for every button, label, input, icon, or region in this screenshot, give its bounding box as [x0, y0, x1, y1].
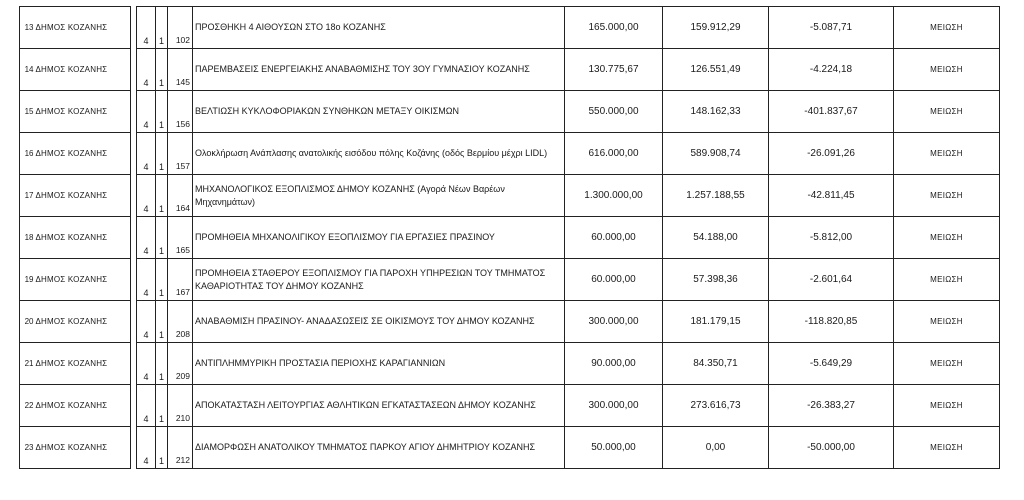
actual-cell: 273.616,73	[663, 385, 769, 427]
difference-cell: -5.649,29	[769, 343, 894, 385]
project-title-cell: ΑΝΤΙΠΛΗΜΜΥΡΙΚΗ ΠΡΟΣΤΑΣΙΑ ΠΕΡΙΟΧΗΣ ΚΑΡΑΓΙΑΝΝΙΩΝ	[193, 343, 565, 385]
project-id-cell: 209	[168, 343, 193, 385]
status-cell: ΜΕΙΩΣΗ	[894, 91, 1000, 133]
municipality-cell: ΔΗΜΟΣ ΚΟΖΑΝΗΣ	[35, 91, 131, 133]
code-2-cell: 1	[156, 259, 168, 301]
code-1-cell: 4	[137, 301, 156, 343]
project-id-cell: 145	[168, 49, 193, 91]
budget-cell: 616.000,00	[565, 133, 663, 175]
difference-cell: -2.601,64	[769, 259, 894, 301]
project-title-cell: ΠΡΟΜΗΘΕΙΑ ΣΤΑΘΕΡΟΥ ΕΞΟΠΛΙΣΜΟΥ ΓΙΑ ΠΑΡΟΧΗ ΥΠΗΡΕΣΙΩΝ ΤΟΥ ΤΜΗΜΑΤΟΣ ΚΑΘΑΡΙΟΤΗΤΑΣ ΤΟΥ ΔΗΜΟΥ ΚΟΖΑΝΗΣ	[193, 259, 565, 301]
actual-cell: 1.257.188,55	[663, 175, 769, 217]
table-row	[20, 49, 1000, 91]
code-1-cell: 4	[137, 91, 156, 133]
row-number: 21	[20, 343, 35, 385]
municipality-cell: ΔΗΜΟΣ ΚΟΖΑΝΗΣ	[35, 217, 131, 259]
difference-cell: -5.812,00	[769, 217, 894, 259]
actual-cell: 159.912,29	[663, 7, 769, 49]
project-id-cell: 165	[168, 217, 193, 259]
budget-cell: 300.000,00	[565, 301, 663, 343]
project-id-cell: 156	[168, 91, 193, 133]
difference-cell: -42.811,45	[769, 175, 894, 217]
code-2-cell: 1	[156, 427, 168, 469]
project-title-cell: ΠΡΟΜΗΘΕΙΑ ΜΗΧΑΝΟΛΙΓΙΚΟΥ ΕΞΟΠΛΙΣΜΟΥ ΓΙΑ ΕΡΓΑΣΙΕΣ ΠΡΑΣΙΝΟΥ	[193, 217, 565, 259]
code-2-cell: 1	[156, 217, 168, 259]
code-1-cell: 4	[137, 427, 156, 469]
project-id-cell: 164	[168, 175, 193, 217]
project-id-cell: 208	[168, 301, 193, 343]
status-cell: ΜΕΙΩΣΗ	[894, 7, 1000, 49]
actual-cell: 181.179,15	[663, 301, 769, 343]
difference-cell: -118.820,85	[769, 301, 894, 343]
row-number: 20	[20, 301, 35, 343]
table-row	[20, 7, 1000, 49]
actual-cell: 54.188,00	[663, 217, 769, 259]
status-cell: ΜΕΙΩΣΗ	[894, 385, 1000, 427]
budget-cell: 130.775,67	[565, 49, 663, 91]
row-number: 17	[20, 175, 35, 217]
budget-cell: 550.000,00	[565, 91, 663, 133]
row-number: 23	[20, 427, 35, 469]
actual-cell: 148.162,33	[663, 91, 769, 133]
project-title-cell: ΑΠΟΚΑΤΑΣΤΑΣΗ ΛΕΙΤΟΥΡΓΙΑΣ ΑΘΛΗΤΙΚΩΝ ΕΓΚΑΤΑΣΤΑΣΕΩΝ ΔΗΜΟΥ ΚΟΖΑΝΗΣ	[193, 385, 565, 427]
code-2-cell: 1	[156, 49, 168, 91]
table-row	[20, 427, 1000, 469]
row-number: 14	[20, 49, 35, 91]
code-2-cell: 1	[156, 7, 168, 49]
projects-table	[19, 6, 1000, 469]
budget-cell: 300.000,00	[565, 385, 663, 427]
budget-cell: 50.000,00	[565, 427, 663, 469]
difference-cell: -4.224,18	[769, 49, 894, 91]
project-title-cell: ΠΑΡΕΜΒΑΣΕΙΣ ΕΝΕΡΓΕΙΑΚΗΣ ΑΝΑΒΑΘΜΙΣΗΣ ΤΟΥ 3ΟΥ ΓΥΜΝΑΣΙΟΥ ΚΟΖΑΝΗΣ	[193, 49, 565, 91]
code-2-cell: 1	[156, 133, 168, 175]
code-2-cell: 1	[156, 175, 168, 217]
municipality-cell: ΔΗΜΟΣ ΚΟΖΑΝΗΣ	[35, 175, 131, 217]
municipality-cell: ΔΗΜΟΣ ΚΟΖΑΝΗΣ	[35, 385, 131, 427]
budget-cell: 60.000,00	[565, 259, 663, 301]
row-number: 16	[20, 133, 35, 175]
project-title-cell: ΠΡΟΣΘΗΚΗ 4 ΑΙΘΟΥΣΩΝ ΣΤΟ 18ο ΚΟΖΑΝΗΣ	[193, 7, 565, 49]
code-1-cell: 4	[137, 7, 156, 49]
status-cell: ΜΕΙΩΣΗ	[894, 133, 1000, 175]
table-row	[20, 91, 1000, 133]
code-1-cell: 4	[137, 133, 156, 175]
status-cell: ΜΕΙΩΣΗ	[894, 175, 1000, 217]
municipality-cell: ΔΗΜΟΣ ΚΟΖΑΝΗΣ	[35, 343, 131, 385]
status-cell: ΜΕΙΩΣΗ	[894, 259, 1000, 301]
table-row	[20, 133, 1000, 175]
difference-cell: -401.837,67	[769, 91, 894, 133]
code-2-cell: 1	[156, 91, 168, 133]
row-number: 18	[20, 217, 35, 259]
status-cell: ΜΕΙΩΣΗ	[894, 217, 1000, 259]
code-1-cell: 4	[137, 49, 156, 91]
budget-cell: 165.000,00	[565, 7, 663, 49]
actual-cell: 0,00	[663, 427, 769, 469]
table-row	[20, 175, 1000, 217]
actual-cell: 84.350,71	[663, 343, 769, 385]
project-id-cell: 102	[168, 7, 193, 49]
status-cell: ΜΕΙΩΣΗ	[894, 427, 1000, 469]
table-row	[20, 385, 1000, 427]
actual-cell: 589.908,74	[663, 133, 769, 175]
code-2-cell: 1	[156, 301, 168, 343]
municipality-cell: ΔΗΜΟΣ ΚΟΖΑΝΗΣ	[35, 301, 131, 343]
actual-cell: 57.398,36	[663, 259, 769, 301]
municipality-cell: ΔΗΜΟΣ ΚΟΖΑΝΗΣ	[35, 133, 131, 175]
table-row	[20, 259, 1000, 301]
code-2-cell: 1	[156, 343, 168, 385]
code-1-cell: 4	[137, 343, 156, 385]
budget-cell: 90.000,00	[565, 343, 663, 385]
budget-cell: 1.300.000,00	[565, 175, 663, 217]
actual-cell: 126.551,49	[663, 49, 769, 91]
difference-cell: -5.087,71	[769, 7, 894, 49]
row-number: 15	[20, 91, 35, 133]
project-title-cell: Ολοκλήρωση Ανάπλασης ανατολικής εισόδου πόλης Κοζάνης (οδός Βερμίου μέχρι LIDL)	[193, 133, 565, 175]
municipality-cell: ΔΗΜΟΣ ΚΟΖΑΝΗΣ	[35, 49, 131, 91]
project-title-cell: ΒΕΛΤΙΩΣΗ ΚΥΚΛΟΦΟΡΙΑΚΩΝ ΣΥΝΘΗΚΩΝ ΜΕΤΑΞΥ ΟΙΚΙΣΜΩΝ	[193, 91, 565, 133]
difference-cell: -26.091,26	[769, 133, 894, 175]
municipality-cell: ΔΗΜΟΣ ΚΟΖΑΝΗΣ	[35, 427, 131, 469]
municipality-cell: ΔΗΜΟΣ ΚΟΖΑΝΗΣ	[35, 259, 131, 301]
difference-cell: -26.383,27	[769, 385, 894, 427]
table-row	[20, 217, 1000, 259]
status-cell: ΜΕΙΩΣΗ	[894, 343, 1000, 385]
code-2-cell: 1	[156, 385, 168, 427]
code-1-cell: 4	[137, 385, 156, 427]
status-cell: ΜΕΙΩΣΗ	[894, 301, 1000, 343]
row-number: 19	[20, 259, 35, 301]
table-row	[20, 301, 1000, 343]
project-id-cell: 157	[168, 133, 193, 175]
table-row	[20, 343, 1000, 385]
row-number: 13	[20, 7, 35, 49]
municipality-cell: ΔΗΜΟΣ ΚΟΖΑΝΗΣ	[35, 7, 131, 49]
difference-cell: -50.000,00	[769, 427, 894, 469]
code-1-cell: 4	[137, 175, 156, 217]
project-title-cell: ΜΗΧΑΝΟΛΟΓΙΚΟΣ ΕΞΟΠΛΙΣΜΟΣ ΔΗΜΟΥ ΚΟΖΑΝΗΣ (Αγορά Νέων Βαρέων Μηχανημάτων)	[193, 175, 565, 217]
project-id-cell: 167	[168, 259, 193, 301]
project-id-cell: 210	[168, 385, 193, 427]
status-cell: ΜΕΙΩΣΗ	[894, 49, 1000, 91]
project-id-cell: 212	[168, 427, 193, 469]
budget-cell: 60.000,00	[565, 217, 663, 259]
row-number: 22	[20, 385, 35, 427]
project-title-cell: ΑΝΑΒΑΘΜΙΣΗ ΠΡΑΣΙΝΟΥ- ΑΝΑΔΑΣΩΣΕΙΣ ΣΕ ΟΙΚΙΣΜΟΥΣ ΤΟΥ ΔΗΜΟΥ ΚΟΖΑΝΗΣ	[193, 301, 565, 343]
project-title-cell: ΔΙΑΜΟΡΦΩΣΗ ΑΝΑΤΟΛΙΚΟΥ ΤΜΗΜΑΤΟΣ ΠΑΡΚΟΥ ΑΓΙΟΥ ΔΗΜΗΤΡΙΟΥ ΚΟΖΑΝΗΣ	[193, 427, 565, 469]
code-1-cell: 4	[137, 217, 156, 259]
code-1-cell: 4	[137, 259, 156, 301]
